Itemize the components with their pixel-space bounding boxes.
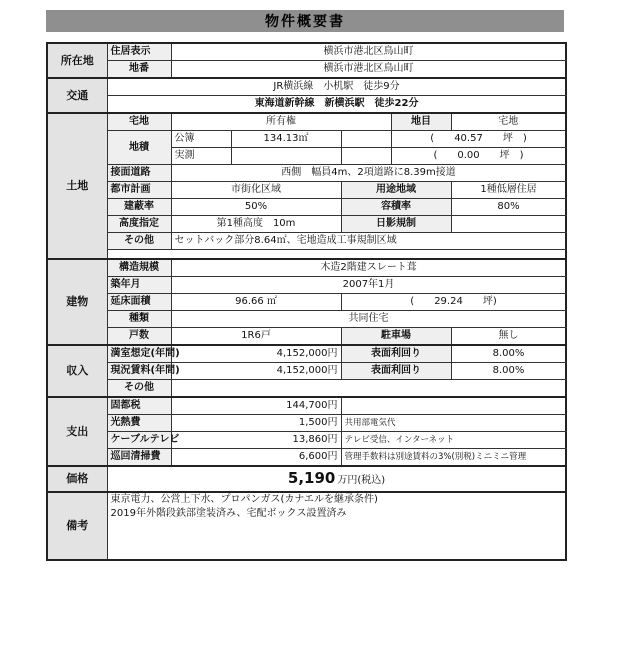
income-other-value: [171, 380, 566, 398]
built-value: 2007年1月: [171, 277, 566, 294]
address-value: 横浜市港北区鳥山町: [171, 43, 566, 61]
price-unit: 万円(税込): [337, 474, 386, 486]
building-type-label: 種類: [107, 311, 171, 328]
built-label: 築年月: [107, 277, 171, 294]
actual-area-value: [231, 148, 341, 165]
section-income: 収入: [47, 345, 107, 397]
section-price: 価格: [47, 466, 107, 492]
expense-value: 1,500円: [171, 415, 341, 432]
actual-area-tsubo: ( 0.00 坪 ): [391, 148, 566, 165]
height-label: 高度指定: [107, 216, 171, 233]
expense-value: 13,860円: [171, 432, 341, 449]
land-spacer-row: [107, 250, 566, 260]
land-area-label: 地積: [107, 131, 171, 165]
land-category-value: 宅地: [451, 113, 566, 131]
property-summary-sheet: [46, 42, 567, 561]
shadow-value: [451, 216, 566, 233]
transport-line-1: JR横浜線 小机駅 徒歩9分: [107, 78, 566, 96]
gross-yield-label: 表面利回り: [341, 345, 451, 363]
parking-value: 無し: [451, 328, 566, 346]
height-value: 第1種高度 10m: [171, 216, 341, 233]
section-location: 所在地: [47, 43, 107, 78]
expense-note: [341, 397, 566, 415]
registry-area-spacer: [341, 131, 391, 148]
section-expenses: 支出: [47, 397, 107, 466]
building-type-value: 共同住宅: [171, 311, 566, 328]
section-remarks: 備考: [47, 492, 107, 560]
expense-value: 144,700円: [171, 397, 341, 415]
structure-value: 木造2階建スレート葺: [171, 259, 566, 277]
expense-label: 光熱費: [107, 415, 171, 432]
section-land: 土地: [47, 113, 107, 259]
expense-note: 共用部電気代: [341, 415, 566, 432]
land-other-label: その他: [107, 233, 171, 250]
floor-area-tsubo: ( 29.24 坪): [341, 294, 566, 311]
full-occupancy-value: 4,152,000円: [171, 345, 341, 363]
shadow-label: 日影規制: [341, 216, 451, 233]
land-category-label: 地目: [391, 113, 451, 131]
section-transport: 交通: [47, 78, 107, 113]
registry-area-tsubo: ( 40.57 坪 ): [391, 131, 566, 148]
coverage-value: 50%: [171, 199, 341, 216]
actual-area-spacer: [341, 148, 391, 165]
zoning-value: 1種低層住居: [451, 182, 566, 199]
structure-label: 構造規模: [107, 259, 171, 277]
lot-label: 地番: [107, 61, 171, 79]
current-rent-value: 4,152,000円: [171, 363, 341, 380]
lot-value: 横浜市港北区鳥山町: [171, 61, 566, 79]
expense-note: テレビ受信、インターネット: [341, 432, 566, 449]
remarks-line-1: 東京電力、公営上下水、プロパンガス(カナエルを継承条件): [110, 494, 378, 505]
expense-label: ケーブルテレビ: [107, 432, 171, 449]
city-plan-value: 市街化区域: [171, 182, 341, 199]
current-yield-value: 8.00%: [451, 363, 566, 380]
expense-note: 管理手数料は別途賃料の3%(別税)ミニミニ管理: [341, 449, 566, 467]
ownership-value: 所有権: [171, 113, 391, 131]
current-rent-label: 現況賃料(年間): [107, 363, 171, 380]
document-title: 物件概要書: [46, 10, 564, 32]
income-other-label: その他: [107, 380, 171, 398]
expense-label: 巡回清掃費: [107, 449, 171, 467]
price-value: 5,190: [287, 468, 336, 487]
zoning-label: 用途地域: [341, 182, 451, 199]
far-value: 80%: [451, 199, 566, 216]
registry-area-value: 134.13㎡: [231, 131, 341, 148]
floor-area-label: 延床面積: [107, 294, 171, 311]
current-yield-label: 表面利回り: [341, 363, 451, 380]
gross-yield-value: 8.00%: [451, 345, 566, 363]
section-building: 建物: [47, 259, 107, 345]
transport-line-2: 東海道新幹線 新横浜駅 徒歩22分: [107, 96, 566, 114]
residential-label: 宅地: [107, 113, 171, 131]
price-cell: [107, 466, 566, 492]
coverage-label: 建蔽率: [107, 199, 171, 216]
road-value: 西側 幅員4m、2項道路に8.39m接道: [171, 165, 566, 182]
units-value: 1R6戸: [171, 328, 341, 346]
units-label: 戸数: [107, 328, 171, 346]
remarks-cell: [107, 492, 566, 560]
expense-label: 固都税: [107, 397, 171, 415]
full-occupancy-label: 満室想定(年間): [107, 345, 171, 363]
expense-value: 6,600円: [171, 449, 341, 467]
actual-area-label: 実測: [171, 148, 231, 165]
far-label: 容積率: [341, 199, 451, 216]
registry-area-label: 公簿: [171, 131, 231, 148]
city-plan-label: 都市計画: [107, 182, 171, 199]
floor-area-value: 96.66 ㎡: [171, 294, 341, 311]
land-other-value: セットバック部分8.64㎡、宅地造成工事規制区域: [171, 233, 566, 250]
property-summary-table: [46, 42, 567, 561]
address-label: 住居表示: [107, 43, 171, 61]
road-label: 接面道路: [107, 165, 171, 182]
remarks-line-2: 2019年外階段鉄部塗装済み、宅配ボックス設置済み: [110, 508, 347, 519]
parking-label: 駐車場: [341, 328, 451, 346]
